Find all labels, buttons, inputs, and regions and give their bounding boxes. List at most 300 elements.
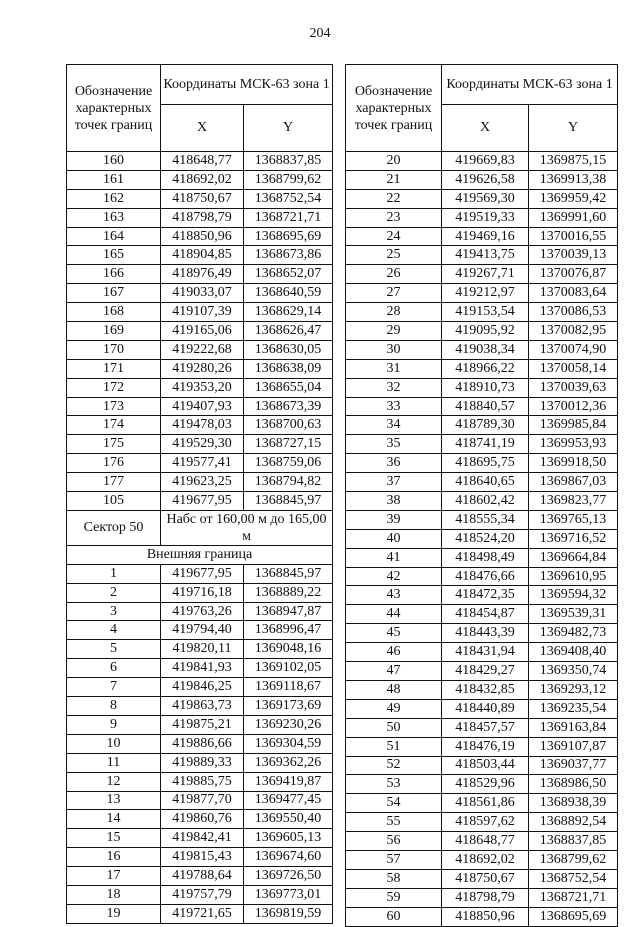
y-coordinate-cell: 1368629,14 bbox=[244, 303, 333, 322]
point-number-cell: 55 bbox=[346, 813, 442, 832]
y-coordinate-cell: 1368721,71 bbox=[529, 888, 618, 907]
x-coordinate-cell: 419788,64 bbox=[161, 867, 244, 886]
point-number-cell: 26 bbox=[346, 265, 442, 284]
point-number-cell: 21 bbox=[346, 170, 442, 189]
y-coordinate-cell: 1369913,38 bbox=[529, 170, 618, 189]
table-row bbox=[67, 492, 333, 511]
y-coordinate-cell: 1369230,26 bbox=[244, 715, 333, 734]
x-coordinate-cell: 418692,02 bbox=[442, 850, 529, 869]
x-coordinate-cell: 418457,57 bbox=[442, 718, 529, 737]
point-number-cell: 16 bbox=[67, 848, 161, 867]
y-coordinate-cell: 1368837,85 bbox=[529, 832, 618, 851]
table-row bbox=[346, 869, 618, 888]
x-coordinate-cell: 418840,57 bbox=[442, 397, 529, 416]
header-coordinates: Координаты МСК-63 зона 1 bbox=[161, 65, 333, 105]
x-coordinate-cell: 419212,97 bbox=[442, 284, 529, 303]
y-coordinate-cell: 1368673,86 bbox=[244, 246, 333, 265]
y-coordinate-cell: 1369293,12 bbox=[529, 680, 618, 699]
y-coordinate-cell: 1369304,59 bbox=[244, 734, 333, 753]
x-coordinate-cell: 419280,26 bbox=[161, 359, 244, 378]
table-row bbox=[346, 303, 618, 322]
x-coordinate-cell: 418798,79 bbox=[442, 888, 529, 907]
table-row bbox=[67, 640, 333, 659]
point-number-cell: 2 bbox=[67, 583, 161, 602]
x-coordinate-cell: 419721,65 bbox=[161, 904, 244, 923]
y-coordinate-cell: 1369163,84 bbox=[529, 718, 618, 737]
y-coordinate-cell: 1368630,05 bbox=[244, 340, 333, 359]
table-row bbox=[67, 246, 333, 265]
y-coordinate-cell: 1369991,60 bbox=[529, 208, 618, 227]
y-coordinate-cell: 1369605,13 bbox=[244, 829, 333, 848]
point-number-cell: 163 bbox=[67, 208, 161, 227]
x-coordinate-cell: 419877,70 bbox=[161, 791, 244, 810]
header-x: X bbox=[161, 104, 244, 151]
table-row bbox=[67, 435, 333, 454]
y-coordinate-cell: 1368794,82 bbox=[244, 473, 333, 492]
point-number-cell: 46 bbox=[346, 643, 442, 662]
y-coordinate-cell: 1369819,59 bbox=[244, 904, 333, 923]
x-coordinate-cell: 418555,34 bbox=[442, 510, 529, 529]
table-row bbox=[346, 624, 618, 643]
y-coordinate-cell: 1369674,60 bbox=[244, 848, 333, 867]
y-coordinate-cell: 1369037,77 bbox=[529, 756, 618, 775]
point-number-cell: 165 bbox=[67, 246, 161, 265]
coordinates-table-left bbox=[66, 64, 333, 924]
point-number-cell: 176 bbox=[67, 454, 161, 473]
point-number-cell: 33 bbox=[346, 397, 442, 416]
x-coordinate-cell: 419841,93 bbox=[161, 659, 244, 678]
y-coordinate-cell: 1369959,42 bbox=[529, 189, 618, 208]
y-coordinate-cell: 1368892,54 bbox=[529, 813, 618, 832]
y-coordinate-cell: 1368837,85 bbox=[244, 152, 333, 171]
x-coordinate-cell: 418431,94 bbox=[442, 643, 529, 662]
y-coordinate-cell: 1368695,69 bbox=[529, 907, 618, 926]
x-coordinate-cell: 418472,35 bbox=[442, 586, 529, 605]
x-coordinate-cell: 418741,19 bbox=[442, 435, 529, 454]
x-coordinate-cell: 419529,30 bbox=[161, 435, 244, 454]
header-y: Y bbox=[529, 104, 618, 151]
point-number-cell: 60 bbox=[346, 907, 442, 926]
x-coordinate-cell: 418850,96 bbox=[442, 907, 529, 926]
point-number-cell: 40 bbox=[346, 529, 442, 548]
x-coordinate-cell: 419413,75 bbox=[442, 246, 529, 265]
y-coordinate-cell: 1368673,39 bbox=[244, 397, 333, 416]
y-coordinate-cell: 1369477,45 bbox=[244, 791, 333, 810]
point-number-cell: 14 bbox=[67, 810, 161, 829]
table-row bbox=[67, 227, 333, 246]
y-coordinate-cell: 1369408,40 bbox=[529, 643, 618, 662]
point-number-cell: 39 bbox=[346, 510, 442, 529]
x-coordinate-cell: 418904,85 bbox=[161, 246, 244, 265]
y-coordinate-cell: 1370076,87 bbox=[529, 265, 618, 284]
point-number-cell: 171 bbox=[67, 359, 161, 378]
point-number-cell: 17 bbox=[67, 867, 161, 886]
x-coordinate-cell: 418798,79 bbox=[161, 208, 244, 227]
table-row bbox=[346, 529, 618, 548]
point-number-cell: 170 bbox=[67, 340, 161, 359]
y-coordinate-cell: 1369610,95 bbox=[529, 567, 618, 586]
point-number-cell: 45 bbox=[346, 624, 442, 643]
x-coordinate-cell: 419153,54 bbox=[442, 303, 529, 322]
table-row bbox=[346, 189, 618, 208]
point-number-cell: 5 bbox=[67, 640, 161, 659]
table-row bbox=[67, 583, 333, 602]
y-coordinate-cell: 1368752,54 bbox=[529, 869, 618, 888]
x-coordinate-cell: 419885,75 bbox=[161, 772, 244, 791]
x-coordinate-cell: 418476,66 bbox=[442, 567, 529, 586]
point-number-cell: 161 bbox=[67, 170, 161, 189]
point-number-cell: 168 bbox=[67, 303, 161, 322]
table-row bbox=[346, 548, 618, 567]
x-coordinate-cell: 419519,33 bbox=[442, 208, 529, 227]
y-coordinate-cell: 1369594,32 bbox=[529, 586, 618, 605]
coordinates-table-right bbox=[345, 64, 618, 927]
point-number-cell: 15 bbox=[67, 829, 161, 848]
x-coordinate-cell: 418524,20 bbox=[442, 529, 529, 548]
point-number-cell: 10 bbox=[67, 734, 161, 753]
y-coordinate-cell: 1369235,54 bbox=[529, 699, 618, 718]
table-row bbox=[346, 643, 618, 662]
x-coordinate-cell: 419763,26 bbox=[161, 602, 244, 621]
x-coordinate-cell: 419757,79 bbox=[161, 885, 244, 904]
y-coordinate-cell: 1368695,69 bbox=[244, 227, 333, 246]
table-row bbox=[67, 867, 333, 886]
point-number-cell: 1 bbox=[67, 564, 161, 583]
x-coordinate-cell: 418750,67 bbox=[442, 869, 529, 888]
x-coordinate-cell: 419095,92 bbox=[442, 322, 529, 341]
point-number-cell: 48 bbox=[346, 680, 442, 699]
y-coordinate-cell: 1368799,62 bbox=[529, 850, 618, 869]
y-coordinate-cell: 1369173,69 bbox=[244, 697, 333, 716]
sector-height-range: Набс от 160,00 м до 165,00 м bbox=[161, 510, 333, 545]
point-number-cell: 37 bbox=[346, 473, 442, 492]
table-row bbox=[67, 397, 333, 416]
y-coordinate-cell: 1370039,63 bbox=[529, 378, 618, 397]
point-number-cell: 177 bbox=[67, 473, 161, 492]
x-coordinate-cell: 418750,67 bbox=[161, 189, 244, 208]
header-designation: Обозначение характерных точек границ bbox=[67, 65, 161, 152]
x-coordinate-cell: 419577,41 bbox=[161, 454, 244, 473]
point-number-cell: 167 bbox=[67, 284, 161, 303]
point-number-cell: 12 bbox=[67, 772, 161, 791]
point-number-cell: 4 bbox=[67, 621, 161, 640]
x-coordinate-cell: 419846,25 bbox=[161, 678, 244, 697]
point-number-cell: 6 bbox=[67, 659, 161, 678]
table-row bbox=[346, 246, 618, 265]
x-coordinate-cell: 418692,02 bbox=[161, 170, 244, 189]
table-row bbox=[346, 340, 618, 359]
x-coordinate-cell: 418429,27 bbox=[442, 662, 529, 681]
x-coordinate-cell: 418850,96 bbox=[161, 227, 244, 246]
table-row bbox=[346, 152, 618, 171]
point-number-cell: 105 bbox=[67, 492, 161, 511]
y-coordinate-cell: 1368652,07 bbox=[244, 265, 333, 284]
y-coordinate-cell: 1370039,13 bbox=[529, 246, 618, 265]
y-coordinate-cell: 1368947,87 bbox=[244, 602, 333, 621]
table-row bbox=[67, 753, 333, 772]
table-row bbox=[346, 359, 618, 378]
table-row bbox=[346, 605, 618, 624]
point-number-cell: 175 bbox=[67, 435, 161, 454]
point-number-cell: 13 bbox=[67, 791, 161, 810]
point-number-cell: 160 bbox=[67, 152, 161, 171]
x-coordinate-cell: 419469,16 bbox=[442, 227, 529, 246]
point-number-cell: 8 bbox=[67, 697, 161, 716]
y-coordinate-cell: 1368626,47 bbox=[244, 322, 333, 341]
x-coordinate-cell: 419165,06 bbox=[161, 322, 244, 341]
x-coordinate-cell: 419353,20 bbox=[161, 378, 244, 397]
outer-boundary-label: Внешняя граница bbox=[67, 545, 333, 564]
point-number-cell: 173 bbox=[67, 397, 161, 416]
y-coordinate-cell: 1368889,22 bbox=[244, 583, 333, 602]
x-coordinate-cell: 418476,19 bbox=[442, 737, 529, 756]
y-coordinate-cell: 1369823,77 bbox=[529, 492, 618, 511]
table-row bbox=[67, 678, 333, 697]
y-coordinate-cell: 1368845,97 bbox=[244, 564, 333, 583]
table-row bbox=[346, 756, 618, 775]
y-coordinate-cell: 1369539,31 bbox=[529, 605, 618, 624]
table-row bbox=[346, 567, 618, 586]
point-number-cell: 35 bbox=[346, 435, 442, 454]
table-row bbox=[346, 680, 618, 699]
y-coordinate-cell: 1369726,50 bbox=[244, 867, 333, 886]
point-number-cell: 166 bbox=[67, 265, 161, 284]
table-row bbox=[346, 813, 618, 832]
x-coordinate-cell: 419886,66 bbox=[161, 734, 244, 753]
table-row bbox=[67, 473, 333, 492]
table-row bbox=[346, 794, 618, 813]
table-row bbox=[67, 265, 333, 284]
table-row bbox=[346, 397, 618, 416]
point-number-cell: 38 bbox=[346, 492, 442, 511]
point-number-cell: 29 bbox=[346, 322, 442, 341]
x-coordinate-cell: 419033,07 bbox=[161, 284, 244, 303]
y-coordinate-cell: 1369350,74 bbox=[529, 662, 618, 681]
sector-label: Сектор 50 bbox=[67, 510, 161, 545]
point-number-cell: 25 bbox=[346, 246, 442, 265]
point-number-cell: 28 bbox=[346, 303, 442, 322]
table-row bbox=[346, 699, 618, 718]
y-coordinate-cell: 1368845,97 bbox=[244, 492, 333, 511]
point-number-cell: 47 bbox=[346, 662, 442, 681]
y-coordinate-cell: 1368640,59 bbox=[244, 284, 333, 303]
point-number-cell: 30 bbox=[346, 340, 442, 359]
y-coordinate-cell: 1368700,63 bbox=[244, 416, 333, 435]
table-row bbox=[346, 435, 618, 454]
table-row bbox=[67, 152, 333, 171]
x-coordinate-cell: 419407,93 bbox=[161, 397, 244, 416]
x-coordinate-cell: 419222,68 bbox=[161, 340, 244, 359]
point-number-cell: 56 bbox=[346, 832, 442, 851]
y-coordinate-cell: 1369953,93 bbox=[529, 435, 618, 454]
table-row bbox=[67, 772, 333, 791]
table-row bbox=[67, 715, 333, 734]
table-row bbox=[346, 170, 618, 189]
point-number-cell: 49 bbox=[346, 699, 442, 718]
point-number-cell: 53 bbox=[346, 775, 442, 794]
table-row bbox=[346, 662, 618, 681]
header-y: Y bbox=[244, 104, 333, 151]
x-coordinate-cell: 418432,85 bbox=[442, 680, 529, 699]
table-row bbox=[67, 791, 333, 810]
x-coordinate-cell: 419626,58 bbox=[442, 170, 529, 189]
point-number-cell: 19 bbox=[67, 904, 161, 923]
table-row bbox=[67, 602, 333, 621]
y-coordinate-cell: 1369985,84 bbox=[529, 416, 618, 435]
point-number-cell: 164 bbox=[67, 227, 161, 246]
point-number-cell: 51 bbox=[346, 737, 442, 756]
point-number-cell: 20 bbox=[346, 152, 442, 171]
x-coordinate-cell: 419842,41 bbox=[161, 829, 244, 848]
table-row bbox=[346, 737, 618, 756]
y-coordinate-cell: 1369048,16 bbox=[244, 640, 333, 659]
table-row bbox=[346, 775, 618, 794]
x-coordinate-cell: 419889,33 bbox=[161, 753, 244, 772]
table-row bbox=[346, 473, 618, 492]
table-row bbox=[346, 284, 618, 303]
table-row bbox=[67, 359, 333, 378]
table-row bbox=[67, 829, 333, 848]
point-number-cell: 32 bbox=[346, 378, 442, 397]
table-row bbox=[346, 227, 618, 246]
y-coordinate-cell: 1370012,36 bbox=[529, 397, 618, 416]
point-number-cell: 58 bbox=[346, 869, 442, 888]
table-row bbox=[67, 208, 333, 227]
y-coordinate-cell: 1368752,54 bbox=[244, 189, 333, 208]
x-coordinate-cell: 418976,49 bbox=[161, 265, 244, 284]
x-coordinate-cell: 419820,11 bbox=[161, 640, 244, 659]
y-coordinate-cell: 1369482,73 bbox=[529, 624, 618, 643]
y-coordinate-cell: 1370074,90 bbox=[529, 340, 618, 359]
x-coordinate-cell: 419860,76 bbox=[161, 810, 244, 829]
x-coordinate-cell: 418695,75 bbox=[442, 454, 529, 473]
y-coordinate-cell: 1368721,71 bbox=[244, 208, 333, 227]
point-number-cell: 57 bbox=[346, 850, 442, 869]
x-coordinate-cell: 419794,40 bbox=[161, 621, 244, 640]
table-row bbox=[67, 885, 333, 904]
x-coordinate-cell: 418966,22 bbox=[442, 359, 529, 378]
x-coordinate-cell: 419267,71 bbox=[442, 265, 529, 284]
header-x: X bbox=[442, 104, 529, 151]
point-number-cell: 59 bbox=[346, 888, 442, 907]
table-row bbox=[346, 322, 618, 341]
y-coordinate-cell: 1368986,50 bbox=[529, 775, 618, 794]
table-row bbox=[67, 564, 333, 583]
table-row bbox=[346, 832, 618, 851]
table-row bbox=[67, 697, 333, 716]
point-number-cell: 36 bbox=[346, 454, 442, 473]
point-number-cell: 50 bbox=[346, 718, 442, 737]
point-number-cell: 9 bbox=[67, 715, 161, 734]
y-coordinate-cell: 1370058,14 bbox=[529, 359, 618, 378]
point-number-cell: 41 bbox=[346, 548, 442, 567]
y-coordinate-cell: 1368759,06 bbox=[244, 454, 333, 473]
y-coordinate-cell: 1369107,87 bbox=[529, 737, 618, 756]
y-coordinate-cell: 1370083,64 bbox=[529, 284, 618, 303]
x-coordinate-cell: 419107,39 bbox=[161, 303, 244, 322]
point-number-cell: 31 bbox=[346, 359, 442, 378]
table-row bbox=[67, 904, 333, 923]
point-number-cell: 169 bbox=[67, 322, 161, 341]
point-number-cell: 172 bbox=[67, 378, 161, 397]
x-coordinate-cell: 418529,96 bbox=[442, 775, 529, 794]
table-row bbox=[67, 303, 333, 322]
x-coordinate-cell: 419815,43 bbox=[161, 848, 244, 867]
y-coordinate-cell: 1368938,39 bbox=[529, 794, 618, 813]
x-coordinate-cell: 419677,95 bbox=[161, 492, 244, 511]
y-coordinate-cell: 1369118,67 bbox=[244, 678, 333, 697]
header-designation: Обозначение характерных точек границ bbox=[346, 65, 442, 152]
x-coordinate-cell: 418789,30 bbox=[442, 416, 529, 435]
point-number-cell: 27 bbox=[346, 284, 442, 303]
x-coordinate-cell: 418597,62 bbox=[442, 813, 529, 832]
y-coordinate-cell: 1370016,55 bbox=[529, 227, 618, 246]
x-coordinate-cell: 418910,73 bbox=[442, 378, 529, 397]
table-row bbox=[67, 734, 333, 753]
y-coordinate-cell: 1369716,52 bbox=[529, 529, 618, 548]
table-row bbox=[346, 907, 618, 926]
table-row bbox=[346, 586, 618, 605]
y-coordinate-cell: 1369867,03 bbox=[529, 473, 618, 492]
x-coordinate-cell: 418454,87 bbox=[442, 605, 529, 624]
point-number-cell: 43 bbox=[346, 586, 442, 605]
point-number-cell: 44 bbox=[346, 605, 442, 624]
table-row bbox=[67, 170, 333, 189]
point-number-cell: 18 bbox=[67, 885, 161, 904]
x-coordinate-cell: 418498,49 bbox=[442, 548, 529, 567]
y-coordinate-cell: 1369102,05 bbox=[244, 659, 333, 678]
x-coordinate-cell: 419863,73 bbox=[161, 697, 244, 716]
x-coordinate-cell: 418440,89 bbox=[442, 699, 529, 718]
table-row bbox=[67, 621, 333, 640]
point-number-cell: 23 bbox=[346, 208, 442, 227]
point-number-cell: 162 bbox=[67, 189, 161, 208]
point-number-cell: 24 bbox=[346, 227, 442, 246]
y-coordinate-cell: 1368655,04 bbox=[244, 378, 333, 397]
table-row bbox=[346, 208, 618, 227]
point-number-cell: 52 bbox=[346, 756, 442, 775]
outer-boundary-row bbox=[67, 545, 333, 564]
table-row bbox=[346, 265, 618, 284]
table-row bbox=[346, 416, 618, 435]
table-row bbox=[346, 850, 618, 869]
table-row bbox=[346, 718, 618, 737]
y-coordinate-cell: 1369765,13 bbox=[529, 510, 618, 529]
point-number-cell: 34 bbox=[346, 416, 442, 435]
y-coordinate-cell: 1368996,47 bbox=[244, 621, 333, 640]
point-number-cell: 22 bbox=[346, 189, 442, 208]
x-coordinate-cell: 419875,21 bbox=[161, 715, 244, 734]
y-coordinate-cell: 1369362,26 bbox=[244, 753, 333, 772]
table-row bbox=[346, 378, 618, 397]
x-coordinate-cell: 419623,25 bbox=[161, 473, 244, 492]
x-coordinate-cell: 418503,44 bbox=[442, 756, 529, 775]
point-number-cell: 11 bbox=[67, 753, 161, 772]
table-row bbox=[67, 416, 333, 435]
point-number-cell: 54 bbox=[346, 794, 442, 813]
point-number-cell: 42 bbox=[346, 567, 442, 586]
y-coordinate-cell: 1368799,62 bbox=[244, 170, 333, 189]
x-coordinate-cell: 419038,34 bbox=[442, 340, 529, 359]
table-row bbox=[67, 284, 333, 303]
table-row bbox=[346, 492, 618, 511]
point-number-cell: 174 bbox=[67, 416, 161, 435]
table-row bbox=[346, 510, 618, 529]
table-row bbox=[67, 848, 333, 867]
x-coordinate-cell: 418443,39 bbox=[442, 624, 529, 643]
table-row bbox=[346, 454, 618, 473]
table-row bbox=[346, 888, 618, 907]
